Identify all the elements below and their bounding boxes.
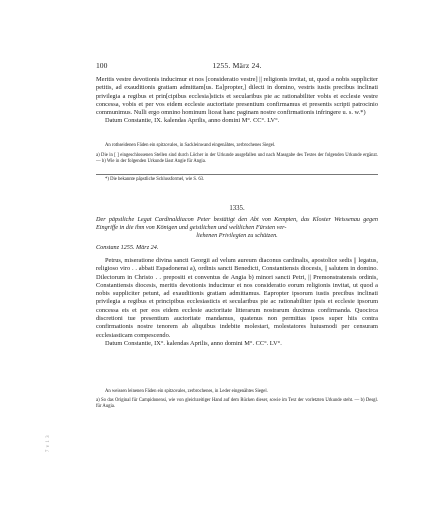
page-number: 100: [96, 61, 108, 70]
page-header: [96, 61, 378, 71]
doc2-summary-line-1: Der päpstliche Legat Cardinaldiacon Peter bestätigt den Abt von Kempten, das Kloster Weissenau gegen Eingriffe in die ihm von Königen und geistlichen und weltlichen Fürsten ver-: [96, 216, 378, 232]
running-title: 1255. März 24.: [212, 61, 262, 70]
doc2-dating: Datum Constantie, IX°. kalendas Aprilis, anno domini M°. CC°. LV°.: [105, 339, 282, 347]
doc1-footnote-star: *) Die bekannte päpstliche Schlussformel, wie S. 63.: [105, 177, 205, 182]
doc1-body: [96, 76, 378, 126]
doc1-footnote-star-block: [96, 177, 378, 183]
doc2-seal-note: [96, 389, 378, 395]
doc1-seal-text: An rothseidenen Fäden ein spitzovales, in Sackleinwand eingenähtes, zerbrochenes Siegel.: [105, 143, 276, 148]
doc1-dating: Datum Constantie, IX. kalendas Aprilis, anno domini M°. CC°. LV°.: [105, 117, 280, 125]
doc2-summary: [96, 216, 378, 241]
doc2-summary-line-2: liehenen Privilegien zu schützen.: [196, 232, 278, 240]
doc2-seal-text: An weissen leinenen Fäden ein spitzovales, zerbrochenes, in Leder eingenähtes Siegel.: [105, 389, 268, 394]
doc1-text: Meritis vestre devotionis inducimur et nos [consideratio vestre] || religionis invitat, ut, quod a nobis suppliciter petitis, ad exauditionis gratiam admittam[us. Ea]propter,] dilecti in domino, vestris iustis precibus inclinati privilegia a regibus et prin[cipibus ecclesia]sticis et secularibus pie ac rationabiliter vobis et ecclesie vestre concessa, vobis et per vos eidem ecclesie auctoritate presentium confirmamus et presentis scripti patrocinio communimus. Nulli ergo omnino hominum liceat hanc paginam nostre confirmationis infringere u. s. w.*): [96, 76, 378, 117]
doc1-footnote-a: a) Die in [ ] eingeschlossenen Stellen sind durch Löcher in der Urkunde ausgefallen und nach Massgabe des Textes der folgenden Urkunde ergänzt. — b) Wie in der folgenden Urkunde lässt Angie für Angia.: [96, 153, 378, 165]
doc2-text: Petrus, miseratione divina sancti Georgii ad velum aureum diaconus cardinalis, apostolice sedis || legatus, religioso viro . . abbati Espadonensi a), ordinis sancti Benedicti, Constantiensis diocesis, || salutem in domino. Dilectorum in Christo . . prepositi et conventus de Angia b) minori sancti Petri, || Premonstratensis ordinis, Constantiensis diocesis, meritis devotionis inducimur et nos consideratio eorum religionis invitat, ut quod a nobis suppliciter petunt, ad exauditionis gratiam admittamus. Eapropter ipsorum iustis precibus inclinati privilegia a regibus et principibus ecclesiasticis et secularibus pie ac rationabiliter ipsis et ecclesie ipsorum concessa eis et per eos eidem ecclesie auctoritate litterarum nostrarum duximus confirmanda. Quocirca discretioni tue presentium auctoritate mandamus, quatenus non permittas ipsos super hiis contra confirmationis nostre tenorem ab aliquibus indebite molestari, molestatores huiusmodi per censuram ecclesiasticam compescendo.: [96, 257, 378, 339]
doc1-footnotes: [96, 153, 378, 165]
doc1-seal-note: [96, 143, 378, 149]
footnote-divider: [96, 174, 378, 175]
doc2-footnote-a: a) So das Original für Campidonensi, wie von gleichzeitiger Hand auf dem Rücken dieser, sowie im Text der vorletzten Urkunde steht. — b) Desgl. für Augia.: [96, 398, 378, 410]
doc2-number: 1335.: [229, 205, 245, 212]
doc2-body: [96, 257, 378, 348]
doc2-place-date: Constanz 1255. März 24.: [96, 244, 159, 251]
margin-pencil-mark: 7 v 1 3: [46, 434, 52, 453]
doc2-footnotes: [96, 398, 378, 410]
